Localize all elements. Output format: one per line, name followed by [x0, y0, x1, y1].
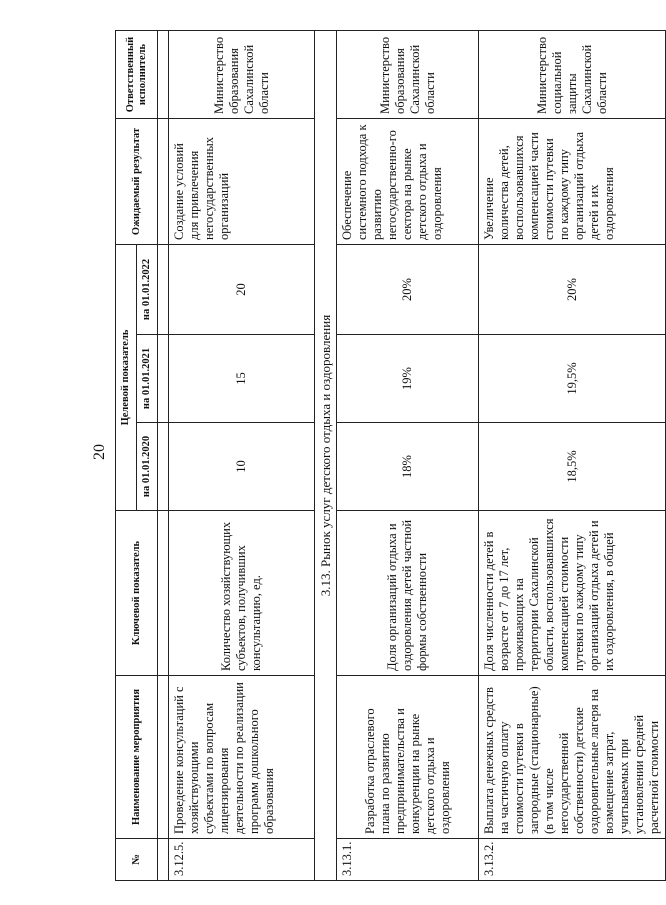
measure-name: Разработка отраслевого плана по развитию предпринимательства и конкуренции на рынке детского отдыха и оздоровления	[337, 676, 479, 839]
header-responsible: Ответственный исполнитель	[116, 31, 158, 119]
value-2021: 15	[169, 335, 315, 423]
expected-result: Создание условий для привлечения негосударственных организаций	[169, 119, 315, 245]
value-2020: 18,5%	[479, 423, 666, 511]
key-indicator: Доля численности детей в возрасте от 7 до 17 лет, проживающих на территории Сахалинской области, воспользовавшихся компенсацией стоимости путевки по каждому типу организаций отдыха детей и их оздоровления, в общей	[479, 511, 666, 676]
responsible: Министерство социальной защиты Сахалинской области	[479, 31, 666, 119]
header-name: Наименование мероприятия	[116, 676, 158, 839]
header-expected-result: Ожидаемый результат	[116, 119, 158, 245]
header-target-indicator: Целевой показатель	[116, 245, 137, 511]
header-date-2020: на 01.01.2020	[137, 423, 158, 511]
row-number: 3.13.2.	[479, 839, 666, 881]
row-number: 3.13.1.	[337, 839, 479, 881]
expected-result: Увеличение количества детей, воспользовавшихся компенсацией части стоимости путевки по каждому типу организаций отдыха детей и их оздоровления	[479, 119, 666, 245]
expected-result: Обеспечение системного подхода к развитию негосударственно-го сектора на рынке детского отдыха и оздоровления	[337, 119, 479, 245]
row-number: 3.12.5.	[169, 839, 315, 881]
table-row	[479, 31, 666, 881]
value-2022: 20%	[337, 245, 479, 335]
rotated-table-wrapper	[115, 31, 661, 881]
value-2021: 19,5%	[479, 335, 666, 423]
header-row-1	[116, 31, 137, 881]
value-2020: 10	[169, 423, 315, 511]
value-2021: 19%	[337, 335, 479, 423]
spacer-row	[158, 31, 169, 881]
table-row	[337, 31, 479, 881]
section-title: 3.13. Рынок услуг детского отдыха и оздоровления	[315, 31, 337, 881]
header-key-indicator: Ключевой показатель	[116, 511, 158, 676]
header-date-2022: на 01.01.2022	[137, 245, 158, 335]
header-num: №	[116, 839, 158, 881]
key-indicator: Количество хозяйствующих субъектов, получивших консультацию, ед.	[169, 511, 315, 676]
section-row	[315, 31, 337, 881]
value-2020: 18%	[337, 423, 479, 511]
measures-table	[115, 30, 666, 881]
table-row	[169, 31, 315, 881]
responsible: Министерство образования Сахалинской области	[169, 31, 315, 119]
key-indicator: Доля организаций отдыха и оздоровления детей частной формы собственности	[337, 511, 479, 676]
header-date-2021: на 01.01.2021	[137, 335, 158, 423]
page-number: 20	[91, 444, 108, 460]
measure-name: Проведение консультаций с хозяйствующими субъектами по вопросам лицензирования деятельности по реализации программ дошкольного образования	[169, 676, 315, 839]
measure-name: Выплата денежных средств на частичную оплату стоимости путевки в загородные (стационарные) (в том числе негосударственной собственности) детские оздоровительные лагеря на возмещение затрат, учитываемых при установлении средней расчетной стоимости	[479, 676, 666, 839]
responsible: Министерство образования Сахалинской области	[337, 31, 479, 119]
value-2022: 20	[169, 245, 315, 335]
value-2022: 20%	[479, 245, 666, 335]
